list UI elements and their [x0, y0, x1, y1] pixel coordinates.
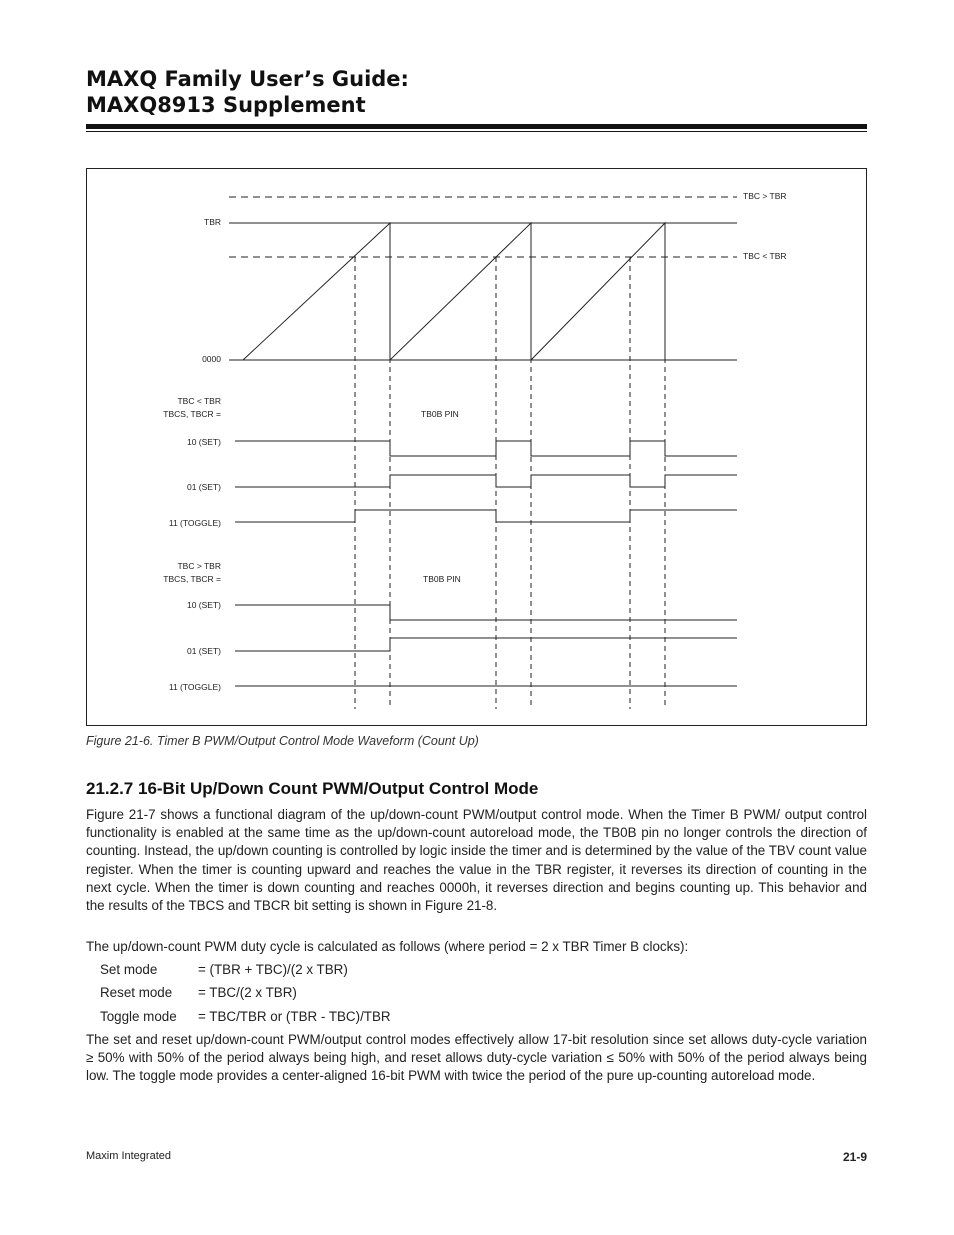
label-group1-01-set: 01 (SET) — [186, 482, 221, 492]
label-zero: 0000 — [202, 354, 221, 364]
counter-sawtooth — [243, 223, 665, 360]
header-rule-thin — [86, 131, 867, 132]
formula-set-mode — [100, 962, 348, 977]
formula-reset-mode — [100, 985, 297, 1000]
label-group2-01-set: 01 (SET) — [186, 646, 221, 656]
formula-toggle-mode — [100, 1009, 391, 1024]
label-group1-pin: TB0B PIN — [421, 409, 459, 419]
formula-label: Toggle mode — [100, 1009, 177, 1024]
paragraph-resolution: The set and reset up/down-count PWM/output control modes effectively allow 17-bit resolution since set allows duty-cycle variation ≥ 50% with 50% of the period always being high, and reset allows duty-cycle variation ≤ 50% with 50% of the period always being low. The toggle mode provides a center-aligned 16-bit PWM with twice the period of the pure up-counting autoreload mode. — [86, 1032, 867, 1084]
formula-expression: = TBC/TBR or (TBR - TBC)/TBR — [198, 1009, 391, 1024]
footer-page-number: 21-9 — [842, 1150, 867, 1164]
label-group1-condition: TBC < TBR — [177, 396, 221, 406]
waveform-g1-10-set — [235, 441, 737, 456]
waveform-g1-11-toggle — [235, 510, 737, 522]
waveform-g2-01-set — [235, 638, 737, 651]
document-title-line1: MAXQ Family User’s Guide: — [86, 67, 409, 91]
section-heading: 21.2.7 16-Bit Up/Down Count PWM/Output Control Mode — [86, 779, 539, 798]
formula-label: Set mode — [100, 962, 158, 977]
formula-expression: = TBC/(2 x TBR) — [198, 985, 297, 1000]
label-tbc-gt-tbr-top: TBC > TBR — [743, 191, 787, 201]
label-group2-11-toggle: 11 (TOGGLE) — [168, 682, 221, 692]
waveform-g1-01-set — [235, 475, 737, 487]
figure-caption: Figure 21-6. Timer B PWM/Output Control Mode Waveform (Count Up) — [86, 734, 479, 748]
document-title-line2: MAXQ8913 Supplement — [86, 93, 366, 117]
paragraph-duty-cycle-intro: The up/down-count PWM duty cycle is calculated as follows (where period = 2 x TBR Timer B clocks): — [86, 939, 689, 954]
formula-expression: = (TBR + TBC)/(2 x TBR) — [198, 962, 348, 977]
label-group1-11-toggle: 11 (TOGGLE) — [168, 518, 221, 528]
waveform-diagram — [87, 169, 868, 727]
label-group1-bits: TBCS, TBCR = — [163, 409, 221, 419]
label-tbc-lt-tbr-top: TBC < TBR — [743, 251, 787, 261]
formula-label: Reset mode — [100, 985, 173, 1000]
label-group2-pin: TB0B PIN — [423, 574, 461, 584]
document-title — [86, 66, 409, 118]
label-tbr: TBR — [204, 217, 221, 227]
label-group2-10-set: 10 (SET) — [186, 600, 221, 610]
label-group2-condition: TBC > TBR — [177, 561, 221, 571]
waveform-g2-10-set — [235, 605, 737, 620]
waveform-figure — [86, 168, 867, 726]
label-group1-10-set: 10 (SET) — [186, 437, 221, 447]
header-rule-thick — [86, 124, 867, 129]
paragraph-description: Figure 21-7 shows a functional diagram of the up/down-count PWM/output control mode. When the Timer B PWM/ output control functionality is enabled at the same time as the up/down-count autoreload mode, the TB0B pin no longer controls the direction of counting. Instead, the up/down counting is controlled by logic inside the timer and is determined by the value of the TBV count value register. When the timer is counting upward and reaches the value in the TBR register, it reverses its direction of counting in the next cycle. When the timer is down counting and reaches 0000h, it reverses direction and begins counting up. This behavior and the results of the TBCS and TBCR bit setting is shown in Figure 21-8. — [86, 807, 867, 914]
footer-company: Maxim Integrated — [86, 1150, 171, 1162]
label-group2-bits: TBCS, TBCR = — [163, 574, 221, 584]
